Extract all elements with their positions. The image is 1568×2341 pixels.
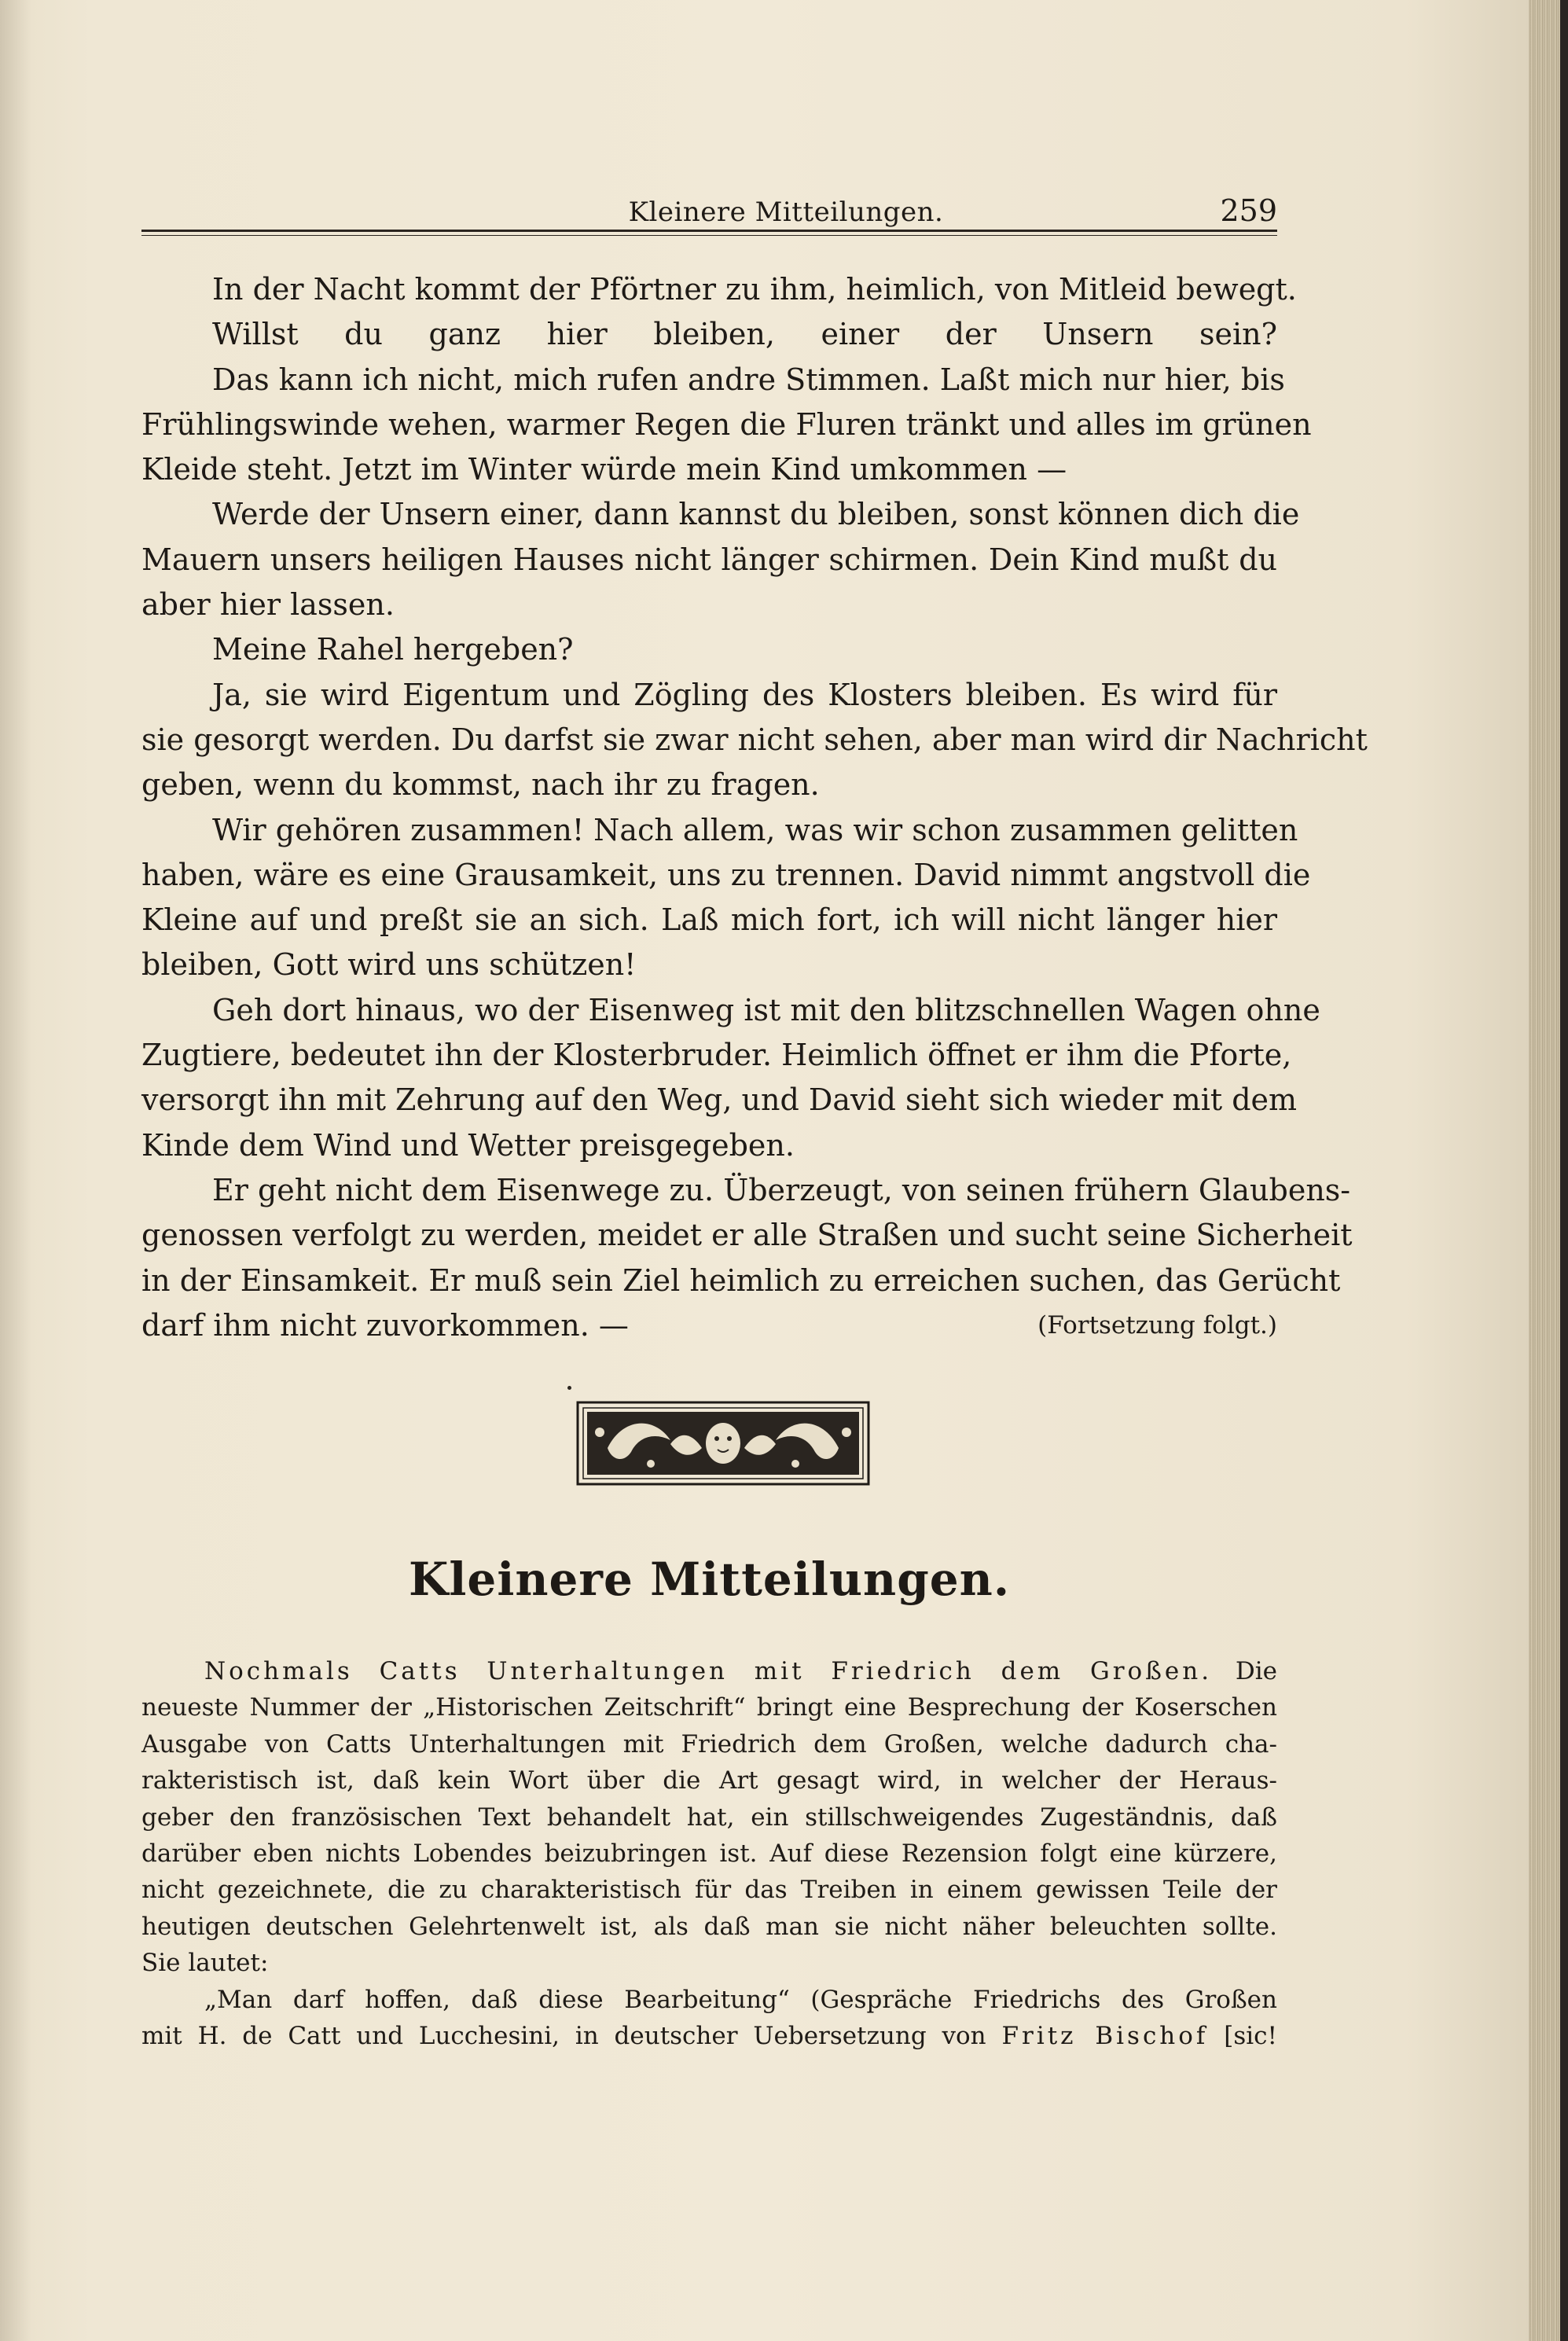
text-line: Ausgabe von Catts Unterhaltungen mit Friedrich dem Großen, welche dadurch cha- xyxy=(141,1729,1277,1759)
story-text xyxy=(141,267,1368,1348)
text-line: In der Nacht kommt der Pförtner zu ihm, heimlich, von Mitleid bewegt. xyxy=(212,272,1297,307)
text-line: Zugtiere, bedeutet ihn der Klosterbruder. Heimlich öffnet er ihm die Pforte, xyxy=(141,1038,1292,1073)
text-line: sie gesorgt werden. Du darfst sie zwar nicht sehen, aber man wird dir Nachricht xyxy=(141,722,1368,757)
background-edge xyxy=(1560,0,1568,2341)
text-line: Sie lautet: xyxy=(141,1949,269,1978)
text-line: neueste Nummer der „Historischen Zeitschrift“ bringt eine Besprechung der Koserschen xyxy=(141,1693,1277,1722)
text-line: genossen verfolgt zu werden, meidet er alle Straßen und sucht seine Sicherheit xyxy=(141,1218,1353,1253)
text-line: darüber eben nichts Lobendes beizubringen ist. Auf diese Rezension folgt eine kürzere, xyxy=(141,1839,1277,1868)
text-line: Wir gehören zusammen! Nach allem, was wir schon zusammen gelitten xyxy=(212,812,1298,847)
text-line: aber hier lassen. xyxy=(141,587,395,623)
text-line: Kleine auf und preßt sie an sich. Laß mich fort, ich will nicht länger hier xyxy=(141,902,1277,938)
text-line: darf ihm nicht zuvorkommen. — xyxy=(141,1307,629,1343)
article-first-line xyxy=(141,1653,1277,1689)
text-fragment: Die xyxy=(1235,1657,1277,1685)
text-line: geber den französischen Text behandelt hat, ein stillschweigendes Zugeständnis, daß xyxy=(141,1803,1277,1832)
article-heading: Nochmals Catts Unterhaltungen mit Friedrich dem Großen. xyxy=(204,1657,1213,1685)
section-title: Kleinere Mitteilungen. xyxy=(408,1553,1011,1606)
ornament-vignette-icon xyxy=(576,1401,870,1486)
text-line: heutigen deutschen Gelehrtenwelt ist, als daß man sie nicht näher beleuchten sollte. xyxy=(141,1912,1277,1941)
page-number: 259 xyxy=(1220,193,1277,228)
text-line: Ja, sie wird Eigentum und Zögling des Klosters bleiben. Es wird für xyxy=(212,677,1277,712)
text-line: Er geht nicht dem Eisenwege zu. Überzeugt, von seinen frühern Glaubens- xyxy=(212,1172,1351,1207)
text-line: Werde der Unsern einer, dann kannst du bleiben, sonst können dich die xyxy=(212,497,1300,532)
text-line: bleiben, Gott wird uns schützen! xyxy=(141,947,637,983)
stray-dot xyxy=(567,1386,571,1390)
text-line: Kinde dem Wind und Wetter preisgegeben. xyxy=(141,1127,795,1163)
text-fragment: [sic! xyxy=(1224,2021,1277,2050)
text-line: rakteristisch ist, daß kein Wort über die Art gesagt wird, in welcher der Heraus- xyxy=(141,1766,1277,1795)
text-line: Geh dort hinaus, wo der Eisenweg ist mit den blitzschnellen Wagen ohne xyxy=(212,992,1320,1027)
continuation-note: (Fortsetzung folgt.) xyxy=(1037,1310,1277,1340)
text-line: Kleide steht. Jetzt im Winter würde mein Kind umkommen — xyxy=(141,452,1067,487)
quote-line: „Man darf hoffen, daß diese Bearbeitung“ (Gespräche Friedrichs des Großen xyxy=(204,1985,1277,2014)
article-text xyxy=(141,1653,1277,2054)
gutter-shadow xyxy=(0,0,31,2341)
author-name: Fritz Bischof xyxy=(1001,2021,1209,2050)
text-fragment: mit H. de Catt und Lucchesini, in deutscher Uebersetzung von xyxy=(141,2021,986,2050)
text-line: in der Einsamkeit. Er muß sein Ziel heimlich zu erreichen suchen, das Gerücht xyxy=(141,1262,1341,1298)
text-line-final xyxy=(141,1303,1277,1348)
page-header xyxy=(141,187,1277,234)
text-line: Mauern unsers heiligen Hauses nicht länger schirmen. Dein Kind mußt du xyxy=(141,542,1277,577)
running-head: Kleinere Mitteilungen. xyxy=(628,197,944,228)
text-line: geben, wenn du kommst, nach ihr zu fragen. xyxy=(141,767,820,803)
header-rule-thin xyxy=(141,235,1277,236)
text-line: versorgt ihn mit Zehrung auf den Weg, und David sieht sich wieder mit dem xyxy=(141,1082,1298,1118)
text-line: Willst du ganz hier bleiben, einer der Unsern sein? xyxy=(212,317,1277,352)
text-line: Meine Rahel hergeben? xyxy=(212,632,574,667)
text-line: Das kann ich nicht, mich rufen andre Stimmen. Laßt mich nur hier, bis xyxy=(212,362,1285,397)
text-line: Frühlingswinde wehen, warmer Regen die Fluren tränkt und alles im grünen xyxy=(141,406,1312,442)
text-line: nicht gezeichnete, die zu charakteristisch für das Treiben in einem gewissen Teile der xyxy=(141,1876,1277,1905)
header-rule-thick xyxy=(141,230,1277,232)
text-line: haben, wäre es eine Grausamkeit, uns zu trennen. David nimmt angstvoll die xyxy=(141,857,1311,892)
quote-line-2 xyxy=(141,2018,1277,2054)
